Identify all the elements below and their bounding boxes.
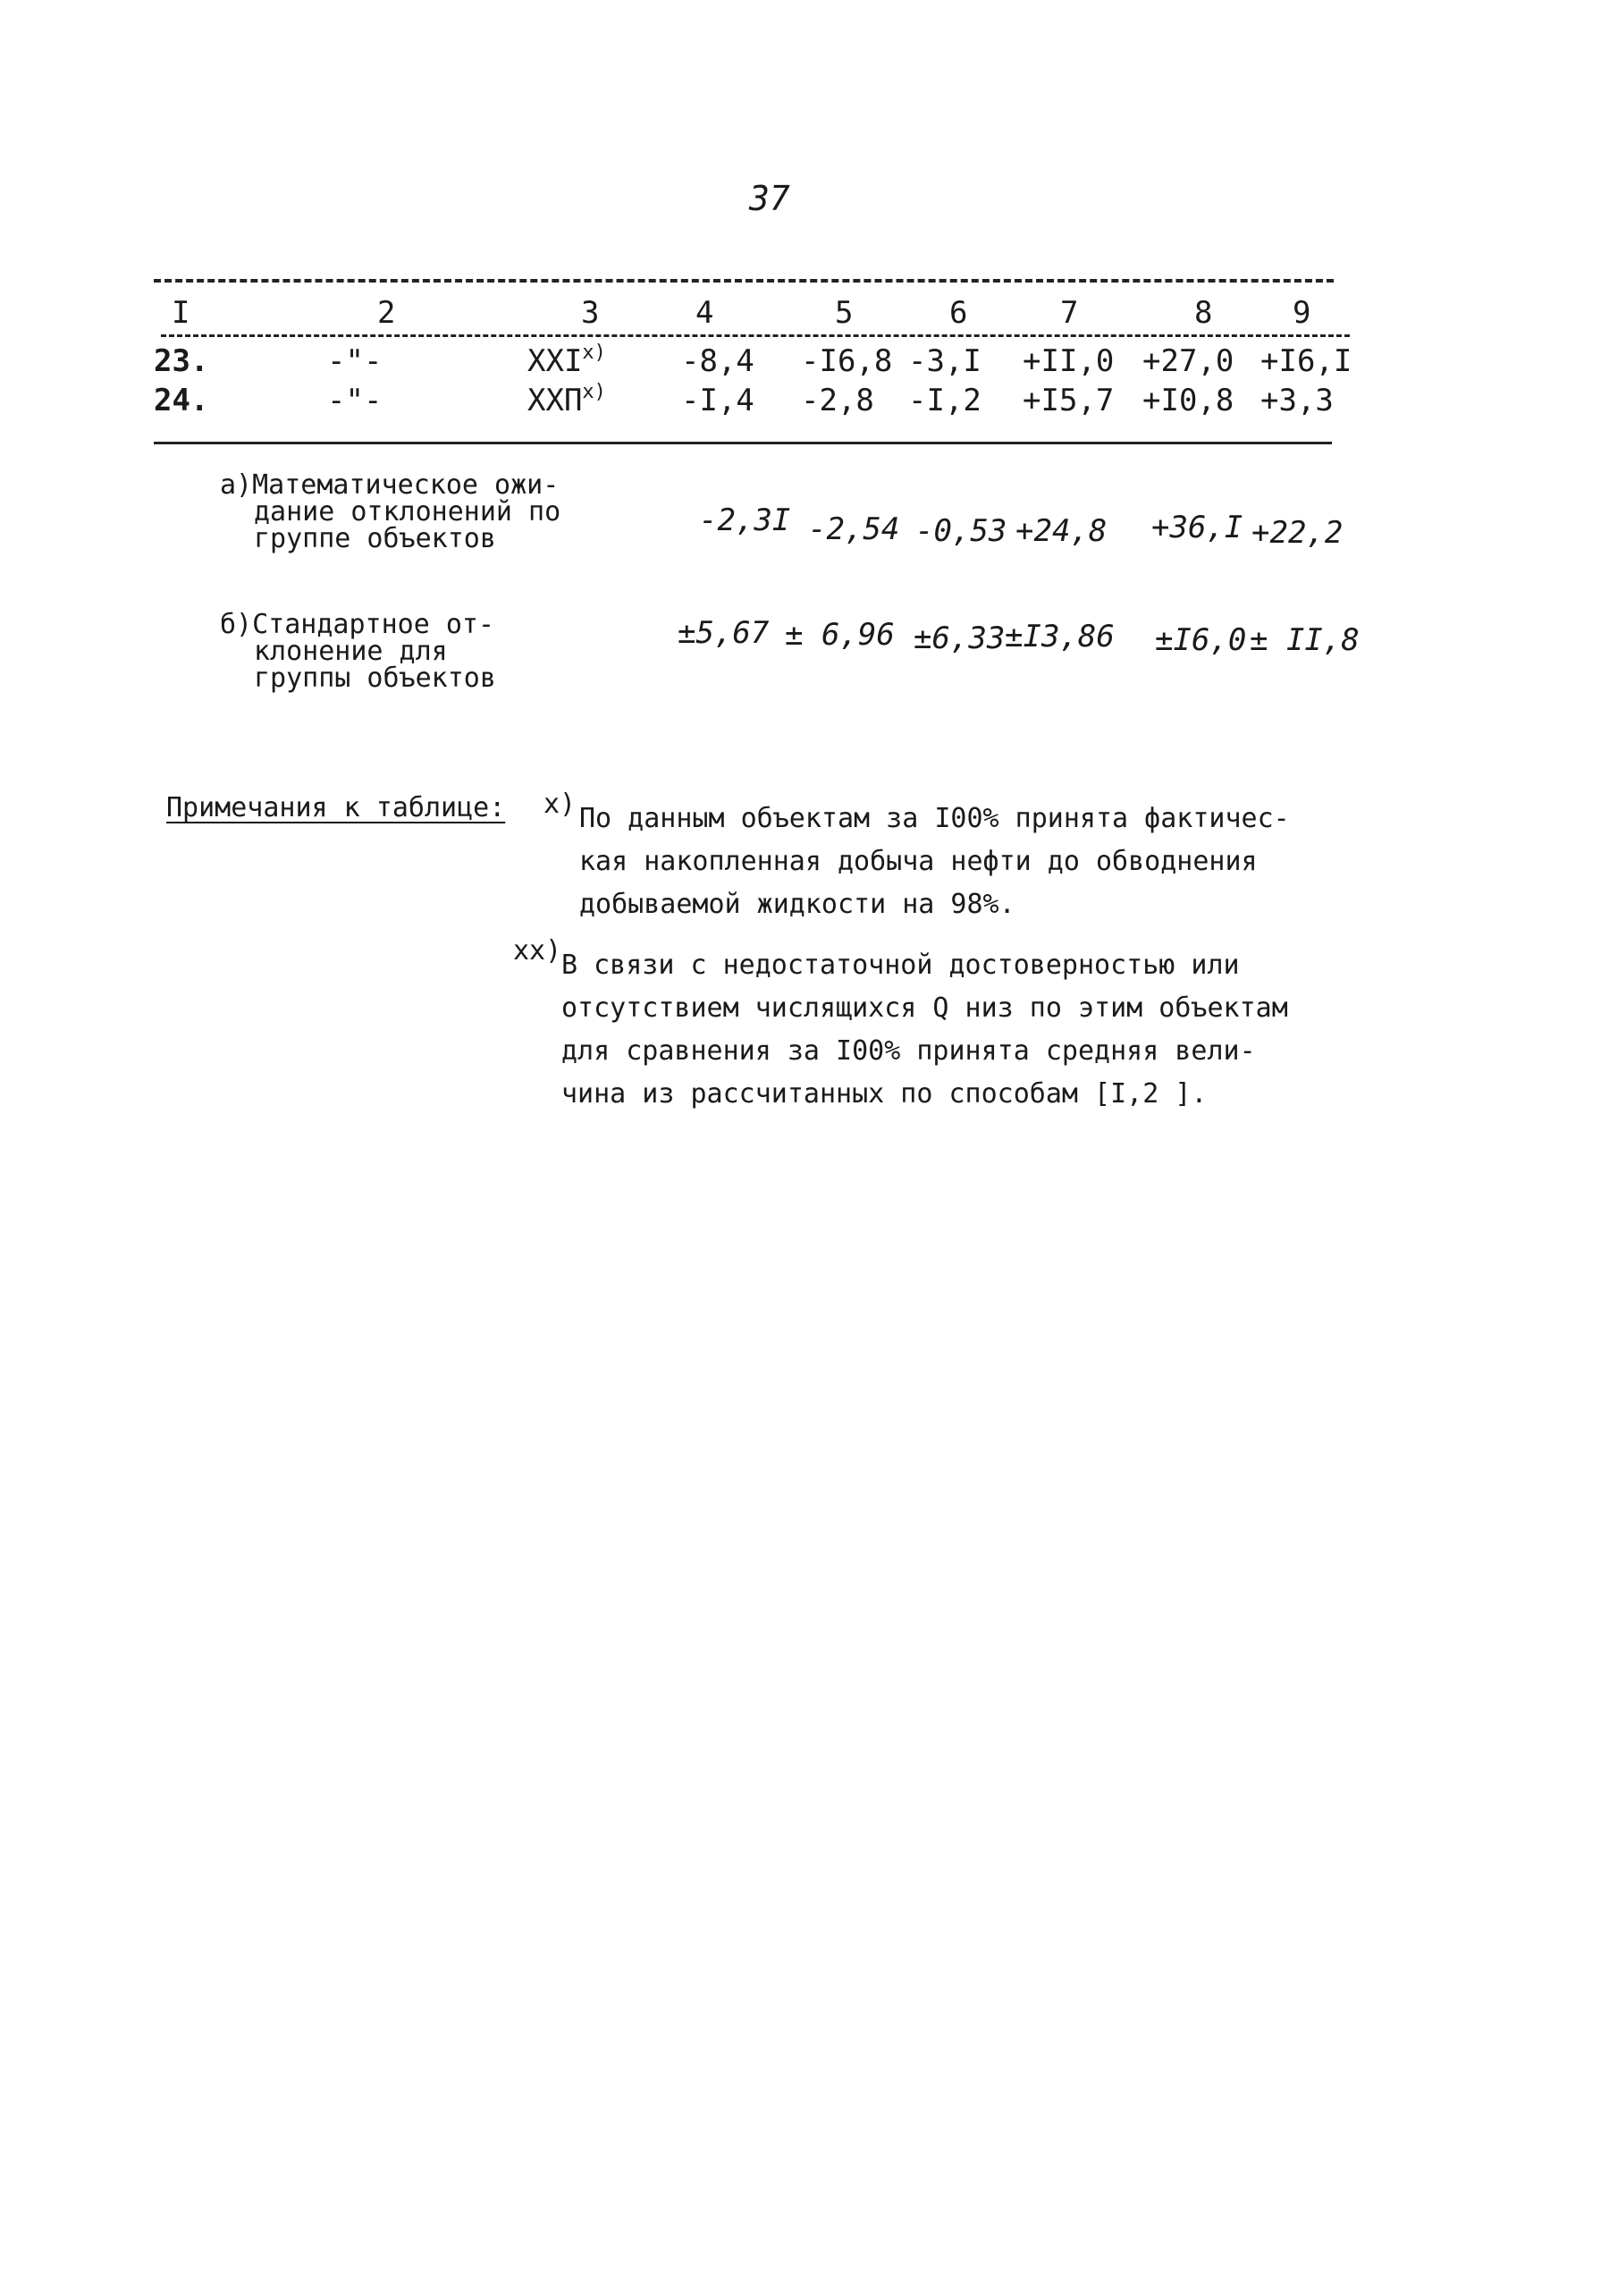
note-2-mark: xx) (513, 935, 562, 967)
header-col-7: 7 (1060, 295, 1079, 331)
cell-col-6: -I,2 (908, 383, 981, 418)
cell-col-5: -2,8 (801, 383, 874, 418)
row-number: 23. (154, 343, 209, 379)
ditto-mark: -"- (327, 383, 383, 418)
summary-value: ± 6,96 (785, 617, 895, 653)
header-col-3: 3 (581, 295, 600, 331)
cell-col-9: +I6,I (1260, 343, 1352, 379)
header-col-5: 5 (835, 295, 854, 331)
summary-label-line: дание отклонений по (254, 496, 561, 528)
note-1-line: По данным объектам за I00% принята фактичес- (579, 803, 1290, 834)
object-code-text: XXП (527, 383, 583, 418)
summary-value: +36,I (1151, 510, 1243, 545)
notes-heading: Примечания к таблице: (166, 792, 506, 823)
header-col-1: I (172, 295, 190, 331)
cell-col-8: +I0,8 (1142, 383, 1234, 418)
summary-label-line: группе объектов (254, 523, 496, 554)
summary-value: -0,53 (915, 513, 1007, 549)
page-number: 37 (749, 179, 790, 218)
row-number: 24. (154, 383, 209, 418)
cell-col-4: -I,4 (681, 383, 754, 418)
note-2-line: отсутствием числящихся Q низ по этим объектам (561, 992, 1288, 1024)
object-code (527, 383, 606, 418)
summary-value: ±6,33 (914, 620, 1006, 656)
table-top-dashed-rule (154, 279, 1334, 283)
note-1-line: добываемой жидкости на 98%. (579, 889, 1015, 920)
cell-col-5: -I6,8 (801, 343, 893, 379)
cell-col-7: +I5,7 (1023, 383, 1115, 418)
object-code (527, 343, 606, 379)
cell-col-8: +27,0 (1142, 343, 1234, 379)
cell-col-4: -8,4 (681, 343, 754, 379)
header-underline-dashed (161, 334, 1350, 337)
footnote-mark: x) (582, 381, 606, 403)
summary-value: ±5,67 (678, 615, 770, 651)
header-col-8: 8 (1194, 295, 1213, 331)
header-col-2: 2 (377, 295, 396, 331)
summary-value: ±I3,86 (1005, 619, 1115, 654)
summary-value: ±I6,0 (1155, 622, 1247, 658)
note-1-line: кая накопленная добыча нефти до обводнения (579, 846, 1258, 877)
summary-label-line: клонение для (254, 636, 448, 667)
summary-value: +24,8 (1015, 513, 1108, 549)
note-1-mark: x) (543, 789, 577, 820)
summary-label-line: б)Стандартное от- (220, 609, 495, 640)
object-code-text: XXI (527, 343, 583, 379)
note-2-line: В связи с недостаточной достоверностью или (561, 950, 1240, 981)
table-bottom-rule (154, 442, 1332, 444)
header-col-9: 9 (1293, 295, 1311, 331)
ditto-mark: -"- (327, 343, 383, 379)
summary-value: +22,2 (1251, 515, 1344, 551)
header-col-6: 6 (949, 295, 968, 331)
summary-value: -2,54 (808, 511, 900, 547)
cell-col-9: +3,3 (1260, 383, 1334, 418)
cell-col-7: +II,0 (1023, 343, 1115, 379)
summary-value: ± II,8 (1250, 622, 1360, 658)
note-2-line: для сравнения за I00% принята средняя вели- (561, 1035, 1256, 1067)
summary-label-line: группы объектов (254, 663, 496, 694)
header-col-4: 4 (695, 295, 714, 331)
summary-value: -2,3I (699, 502, 791, 538)
footnote-mark: x) (582, 342, 606, 364)
note-2-line: чина из рассчитанных по способам [I,2 ]. (561, 1078, 1208, 1110)
cell-col-6: -3,I (908, 343, 981, 379)
summary-label-line: а)Математическое ожи- (220, 469, 560, 501)
